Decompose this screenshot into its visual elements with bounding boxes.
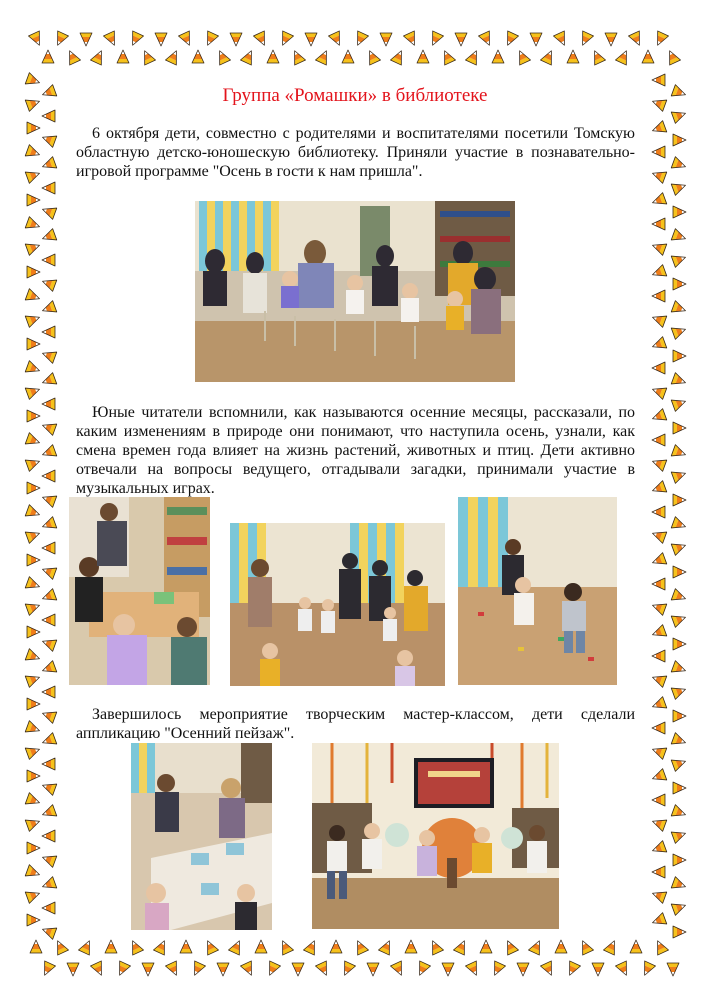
candy-corn-icon xyxy=(671,661,687,677)
candy-corn-icon xyxy=(277,31,293,48)
candy-corn-icon xyxy=(671,684,687,700)
candy-corn-icon xyxy=(277,938,293,955)
candy-corn-icon xyxy=(192,50,204,63)
candy-corn-icon xyxy=(650,769,666,785)
candy-corn-icon xyxy=(25,384,41,400)
candy-corn-icon xyxy=(27,914,40,926)
candy-corn-icon xyxy=(255,940,267,953)
candy-corn-icon xyxy=(652,506,665,518)
candy-corn-icon xyxy=(639,961,655,978)
candy-corn-icon xyxy=(652,31,668,48)
candy-corn-icon xyxy=(153,938,169,955)
candy-corn-icon xyxy=(52,31,68,48)
candy-corn-icon xyxy=(25,577,41,593)
candy-corn-icon xyxy=(671,540,687,556)
candy-corn-icon xyxy=(352,31,368,48)
candy-corn-icon xyxy=(25,456,41,472)
candy-corn-icon xyxy=(650,841,666,857)
candy-corn-icon xyxy=(342,50,354,63)
candy-corn-icon xyxy=(42,686,55,698)
candy-corn-icon xyxy=(40,780,56,796)
candy-corn-icon xyxy=(40,733,56,749)
candy-corn-icon xyxy=(25,888,41,904)
candy-corn-icon xyxy=(650,240,666,256)
candy-corn-icon xyxy=(189,961,205,978)
candy-corn-icon xyxy=(27,410,40,422)
candy-corn-icon xyxy=(427,938,443,955)
candy-corn-icon xyxy=(650,816,666,832)
candy-corn-icon xyxy=(90,48,106,65)
candy-corn-icon xyxy=(40,276,56,292)
candy-corn-icon xyxy=(650,409,666,425)
candy-corn-icon xyxy=(289,48,305,65)
candy-corn-icon xyxy=(25,816,41,832)
candy-corn-icon xyxy=(42,614,55,626)
candy-corn-icon xyxy=(671,828,687,844)
candy-corn-icon xyxy=(40,373,56,389)
candy-corn-icon xyxy=(514,48,530,65)
candy-corn-icon xyxy=(650,553,666,569)
candy-corn-icon xyxy=(671,468,687,484)
candy-corn-icon xyxy=(27,770,40,782)
candy-corn-icon xyxy=(673,638,686,650)
candy-corn-icon xyxy=(40,492,56,508)
candy-corn-icon xyxy=(315,48,331,65)
candy-corn-icon xyxy=(673,134,686,146)
candy-corn-icon xyxy=(27,194,40,206)
candy-corn-icon xyxy=(27,482,40,494)
candy-corn-icon xyxy=(117,50,129,63)
candy-corn-icon xyxy=(671,805,687,821)
candy-corn-icon xyxy=(671,900,687,916)
candy-corn-icon xyxy=(671,229,687,245)
candy-corn-icon xyxy=(673,494,686,506)
candy-corn-icon xyxy=(671,517,687,533)
photo-craft-workshop xyxy=(131,743,272,930)
candy-corn-icon xyxy=(465,961,481,978)
candy-corn-icon xyxy=(671,157,687,173)
candy-corn-icon xyxy=(127,938,143,955)
photo-group-seated xyxy=(195,201,515,382)
candy-corn-icon xyxy=(502,31,518,48)
candy-corn-icon xyxy=(455,33,467,46)
photo-circle-game xyxy=(230,523,445,686)
candy-corn-icon xyxy=(39,961,55,978)
candy-corn-icon xyxy=(671,396,687,412)
candy-corn-icon xyxy=(25,744,41,760)
candy-corn-icon xyxy=(671,445,687,461)
candy-corn-icon xyxy=(528,938,544,955)
candy-corn-icon xyxy=(165,48,181,65)
candy-corn-icon xyxy=(489,961,505,978)
paragraph-intro: 6 октября дети, совместно с родителями и воспитателями посетили Томскую областную детско-юношескую библиотеку. Приняли участие в познавательно-игровой программе "Осень в гости к нам пришла". xyxy=(76,125,635,180)
candy-corn-icon xyxy=(103,31,119,48)
candy-corn-icon xyxy=(40,661,56,677)
candy-corn-icon xyxy=(40,132,56,148)
candy-corn-icon xyxy=(650,384,666,400)
candy-corn-icon xyxy=(671,756,687,772)
candy-corn-icon xyxy=(367,963,379,976)
candy-corn-icon xyxy=(671,373,687,389)
candy-corn-icon xyxy=(652,362,665,374)
candy-corn-icon xyxy=(240,48,256,65)
candy-corn-icon xyxy=(650,456,666,472)
candy-corn-icon xyxy=(478,31,494,48)
candy-corn-icon xyxy=(671,252,687,268)
candy-corn-icon xyxy=(577,938,593,955)
candy-corn-icon xyxy=(214,48,230,65)
candy-corn-icon xyxy=(673,350,686,362)
candy-corn-icon xyxy=(671,612,687,628)
candy-corn-icon xyxy=(592,963,604,976)
candy-corn-icon xyxy=(553,31,569,48)
candy-corn-icon xyxy=(78,938,94,955)
photo-children-playing xyxy=(458,497,617,685)
candy-corn-icon xyxy=(42,758,55,770)
candy-corn-icon xyxy=(589,48,605,65)
candy-corn-icon xyxy=(27,338,40,350)
candy-corn-icon xyxy=(417,50,429,63)
candy-corn-icon xyxy=(178,31,194,48)
candy-corn-icon xyxy=(40,708,56,724)
candy-corn-icon xyxy=(615,961,631,978)
candy-corn-icon xyxy=(650,744,666,760)
candy-corn-icon xyxy=(650,600,666,616)
paragraph-activities: Юные читатели вспомнили, как называются осенние месяцы, рассказали, по каким изменениям в природе они понимают, что наступила осень, узнали, как смена времен года влияет на жизнь растений, животных и птиц. Дети активно отвечали на вопросы ведущего, отгадывали загадки, принимали участие в музыкальных играх. xyxy=(76,404,635,497)
candy-corn-icon xyxy=(650,312,666,328)
candy-corn-icon xyxy=(42,542,55,554)
candy-corn-icon xyxy=(27,554,40,566)
candy-corn-icon xyxy=(25,793,41,809)
candy-corn-icon xyxy=(180,940,192,953)
candy-corn-icon xyxy=(40,636,56,652)
candy-corn-icon xyxy=(390,961,406,978)
candy-corn-icon xyxy=(673,854,686,866)
candy-corn-icon xyxy=(28,31,44,48)
candy-corn-icon xyxy=(27,698,40,710)
candy-corn-icon xyxy=(652,146,665,158)
candy-corn-icon xyxy=(630,940,642,953)
candy-corn-icon xyxy=(90,961,106,978)
candy-corn-icon xyxy=(305,33,317,46)
candy-corn-icon xyxy=(567,50,579,63)
candy-corn-icon xyxy=(667,963,679,976)
candy-corn-icon xyxy=(671,180,687,196)
candy-corn-icon xyxy=(25,240,41,256)
candy-corn-icon xyxy=(25,168,41,184)
candy-corn-icon xyxy=(540,961,556,978)
candy-corn-icon xyxy=(25,217,41,233)
candy-corn-icon xyxy=(42,470,55,482)
candy-corn-icon xyxy=(650,528,666,544)
candy-corn-icon xyxy=(405,940,417,953)
candy-corn-icon xyxy=(453,938,469,955)
candy-corn-icon xyxy=(27,842,40,854)
candy-corn-icon xyxy=(40,157,56,173)
candy-corn-icon xyxy=(25,721,41,737)
candy-corn-icon xyxy=(650,337,666,353)
candy-corn-icon xyxy=(27,122,40,134)
candy-corn-icon xyxy=(650,888,666,904)
candy-corn-icon xyxy=(517,963,529,976)
candy-corn-icon xyxy=(502,938,518,955)
candy-corn-icon xyxy=(671,589,687,605)
candy-corn-icon xyxy=(652,866,665,878)
candy-corn-icon xyxy=(652,578,665,590)
candy-corn-icon xyxy=(30,940,42,953)
candy-corn-icon xyxy=(230,33,242,46)
candy-corn-icon xyxy=(642,50,654,63)
candy-corn-icon xyxy=(339,961,355,978)
candy-corn-icon xyxy=(403,31,419,48)
candy-corn-icon xyxy=(378,938,394,955)
candy-corn-icon xyxy=(217,963,229,976)
candy-corn-icon xyxy=(577,31,593,48)
candy-corn-icon xyxy=(673,206,686,218)
candy-corn-icon xyxy=(52,938,68,955)
candy-corn-icon xyxy=(492,50,504,63)
candy-corn-icon xyxy=(364,48,380,65)
candy-corn-icon xyxy=(40,517,56,533)
candy-corn-icon xyxy=(652,218,665,230)
candy-corn-icon xyxy=(64,48,80,65)
candy-corn-icon xyxy=(40,564,56,580)
candy-corn-icon xyxy=(25,505,41,521)
candy-corn-icon xyxy=(615,48,631,65)
candy-corn-icon xyxy=(650,625,666,641)
candy-corn-icon xyxy=(671,301,687,317)
candy-corn-icon xyxy=(330,940,342,953)
candy-corn-icon xyxy=(673,422,686,434)
candy-corn-icon xyxy=(40,420,56,436)
candy-corn-icon xyxy=(155,33,167,46)
candy-corn-icon xyxy=(605,33,617,46)
candy-corn-icon xyxy=(650,481,666,497)
candy-corn-icon xyxy=(650,193,666,209)
candy-corn-icon xyxy=(414,961,430,978)
candy-corn-icon xyxy=(114,961,130,978)
candy-corn-icon xyxy=(540,48,556,65)
candy-corn-icon xyxy=(652,650,665,662)
candy-corn-icon xyxy=(40,924,56,940)
candy-corn-icon xyxy=(40,877,56,893)
candy-corn-icon xyxy=(671,324,687,340)
candy-corn-icon xyxy=(671,877,687,893)
candy-corn-icon xyxy=(202,31,218,48)
candy-corn-icon xyxy=(650,913,666,929)
candy-corn-icon xyxy=(25,312,41,328)
candy-corn-icon xyxy=(555,940,567,953)
candy-corn-icon xyxy=(390,48,406,65)
candy-corn-icon xyxy=(673,710,686,722)
candy-corn-icon xyxy=(530,33,542,46)
candy-corn-icon xyxy=(652,794,665,806)
candy-corn-icon xyxy=(40,852,56,868)
candy-corn-icon xyxy=(328,31,344,48)
candy-corn-icon xyxy=(427,31,443,48)
candy-corn-icon xyxy=(40,301,56,317)
candy-corn-icon xyxy=(42,182,55,194)
candy-corn-icon xyxy=(652,722,665,734)
candy-corn-icon xyxy=(25,433,41,449)
candy-corn-icon xyxy=(650,672,666,688)
page-title: Группа «Ромашки» в библиотеке xyxy=(222,85,488,106)
candy-corn-icon xyxy=(442,963,454,976)
candy-corn-icon xyxy=(25,145,41,161)
candy-corn-icon xyxy=(603,938,619,955)
candy-corn-icon xyxy=(25,289,41,305)
candy-corn-icon xyxy=(352,938,368,955)
candy-corn-icon xyxy=(25,528,41,544)
candy-corn-icon xyxy=(673,926,686,938)
candy-corn-icon xyxy=(42,902,55,914)
photo-children-at-table xyxy=(69,497,210,685)
candy-corn-icon xyxy=(439,48,455,65)
candy-corn-icon xyxy=(139,48,155,65)
candy-corn-icon xyxy=(673,566,686,578)
candy-corn-icon xyxy=(42,326,55,338)
candy-corn-icon xyxy=(27,266,40,278)
candy-corn-icon xyxy=(303,938,319,955)
candy-corn-icon xyxy=(673,782,686,794)
candy-corn-icon xyxy=(292,963,304,976)
candy-corn-icon xyxy=(664,48,680,65)
candy-corn-icon xyxy=(25,649,41,665)
candy-corn-icon xyxy=(27,626,40,638)
candy-corn-icon xyxy=(315,961,331,978)
candy-corn-icon xyxy=(465,48,481,65)
candy-corn-icon xyxy=(25,361,41,377)
candy-corn-icon xyxy=(42,398,55,410)
candy-corn-icon xyxy=(40,589,56,605)
candy-corn-icon xyxy=(202,938,218,955)
candy-corn-icon xyxy=(40,229,56,245)
candy-corn-icon xyxy=(480,940,492,953)
candy-corn-icon xyxy=(253,31,269,48)
candy-corn-icon xyxy=(40,348,56,364)
candy-corn-icon xyxy=(40,445,56,461)
candy-corn-icon xyxy=(40,805,56,821)
paragraph-conclusion: Завершилось мероприятие творческим мастер-классом, дети сделали аппликацию "Осенний пейзаж". xyxy=(76,706,635,742)
candy-corn-icon xyxy=(42,830,55,842)
candy-corn-icon xyxy=(652,434,665,446)
photo-children-with-crafts xyxy=(312,743,559,929)
candy-corn-icon xyxy=(671,108,687,124)
candy-corn-icon xyxy=(42,50,54,63)
candy-corn-icon xyxy=(650,168,666,184)
candy-corn-icon xyxy=(42,110,55,122)
candy-corn-icon xyxy=(40,204,56,220)
candy-corn-icon xyxy=(127,31,143,48)
candy-corn-icon xyxy=(165,961,181,978)
candy-corn-icon xyxy=(380,33,392,46)
candy-corn-icon xyxy=(650,121,666,137)
candy-corn-icon xyxy=(42,254,55,266)
candy-corn-icon xyxy=(267,50,279,63)
candy-corn-icon xyxy=(142,963,154,976)
candy-corn-icon xyxy=(25,672,41,688)
candy-corn-icon xyxy=(650,265,666,281)
candy-corn-icon xyxy=(650,697,666,713)
candy-corn-icon xyxy=(25,600,41,616)
candy-corn-icon xyxy=(67,963,79,976)
candy-corn-icon xyxy=(673,278,686,290)
candy-corn-icon xyxy=(671,733,687,749)
candy-corn-icon xyxy=(240,961,256,978)
candy-corn-icon xyxy=(105,940,117,953)
candy-corn-icon xyxy=(25,865,41,881)
candy-corn-icon xyxy=(228,938,244,955)
candy-corn-icon xyxy=(80,33,92,46)
candy-corn-icon xyxy=(628,31,644,48)
candy-corn-icon xyxy=(652,290,665,302)
candy-corn-icon xyxy=(564,961,580,978)
candy-corn-icon xyxy=(652,938,668,955)
candy-corn-icon xyxy=(264,961,280,978)
